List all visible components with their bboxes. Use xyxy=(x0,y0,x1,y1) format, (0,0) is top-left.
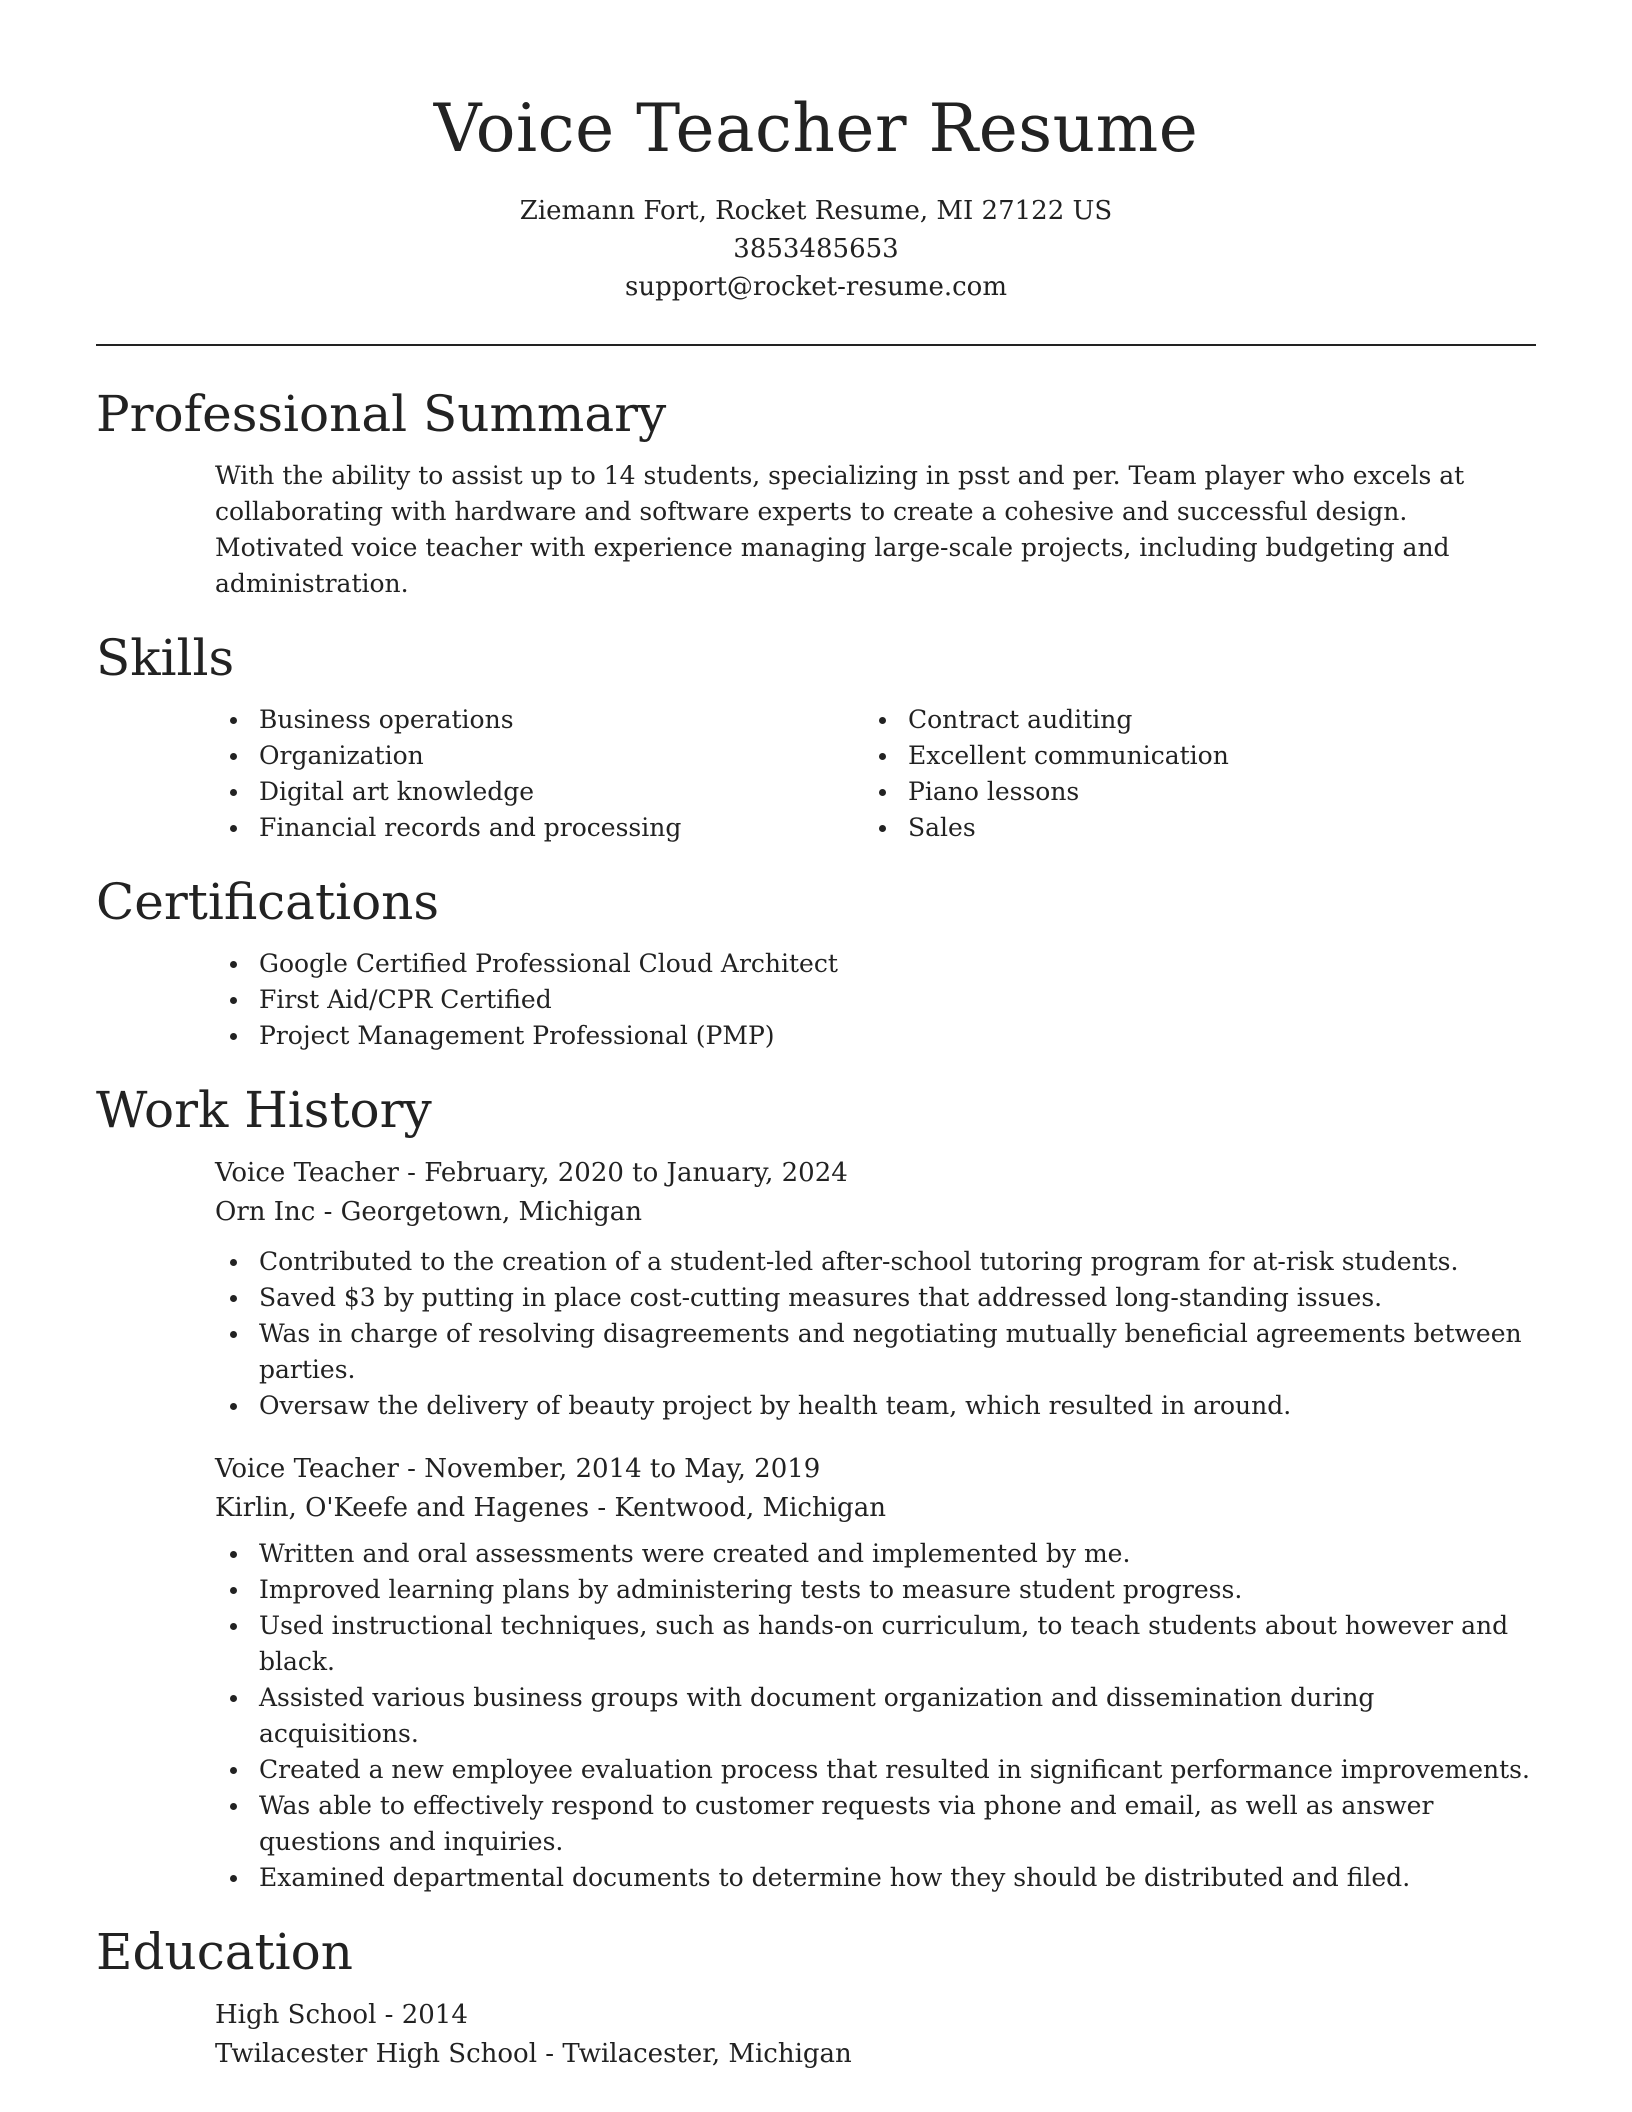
skill-item: Organization xyxy=(215,738,864,774)
education-section xyxy=(96,1922,1536,2074)
skill-item: Excellent communication xyxy=(864,738,1513,774)
skills-section xyxy=(96,628,1536,846)
job-bullet: Oversaw the delivery of beauty project by health team, which resulted in around. xyxy=(215,1388,1536,1424)
job-company-line: Kirlin, O'Keefe and Hagenes - Kentwood, Michigan xyxy=(215,1493,886,1523)
resume-header xyxy=(96,84,1536,306)
certifications-heading: Certifications xyxy=(96,873,440,931)
job-role-line: Voice Teacher - November, 2014 to May, 2019 xyxy=(215,1454,821,1484)
summary-heading: Professional Summary xyxy=(96,385,667,443)
job-entry xyxy=(215,1450,1536,1896)
skills-grid xyxy=(215,702,1536,846)
skills-heading: Skills xyxy=(96,629,235,687)
header-divider xyxy=(96,344,1536,346)
skill-item: Piano lessons xyxy=(864,774,1513,810)
certifications-section xyxy=(96,872,1536,1054)
job-bullet: Written and oral assessments were created and implemented by me. xyxy=(215,1536,1536,1572)
education-degree-line: High School - 2014 xyxy=(215,2000,468,2030)
job-bullet: Saved $3 by putting in place cost-cutting measures that addressed long-standing issues. xyxy=(215,1280,1536,1316)
job-role-line: Voice Teacher - February, 2020 to January, 2024 xyxy=(215,1158,848,1188)
job-bullet: Contributed to the creation of a student-led after-school tutoring program for at-risk students. xyxy=(215,1244,1536,1280)
contact-email: support@rocket-resume.com xyxy=(624,272,1007,302)
contact-block xyxy=(96,192,1536,306)
job-bullets xyxy=(215,1244,1536,1424)
skill-item: Sales xyxy=(864,810,1513,846)
job-bullet: Assisted various business groups with document organization and dissemination during acquisitions. xyxy=(215,1680,1536,1752)
education-heading: Education xyxy=(96,1923,353,1981)
skills-list-left xyxy=(215,702,864,846)
skill-item: Financial records and processing xyxy=(215,810,864,846)
job-bullet: Improved learning plans by administering tests to measure student progress. xyxy=(215,1572,1536,1608)
certification-item: Google Certified Professional Cloud Architect xyxy=(215,946,1536,982)
job-bullets xyxy=(215,1536,1536,1896)
job-entry xyxy=(215,1154,1536,1424)
skill-item: Business operations xyxy=(215,702,864,738)
contact-phone: 3853485653 xyxy=(733,234,899,264)
certifications-list xyxy=(215,946,1536,1054)
skill-item: Digital art knowledge xyxy=(215,774,864,810)
job-bullet: Created a new employee evaluation process that resulted in significant performance improvements. xyxy=(215,1752,1536,1788)
resume-title: Voice Teacher Resume xyxy=(433,90,1199,167)
contact-address: Ziemann Fort, Rocket Resume, MI 27122 US xyxy=(519,196,1113,226)
job-bullet: Was able to effectively respond to customer requests via phone and email, as well as answer questions and inquiries. xyxy=(215,1788,1536,1860)
certification-item: First Aid/CPR Certified xyxy=(215,982,1536,1018)
education-school-line: Twilacester High School - Twilacester, Michigan xyxy=(215,2039,852,2069)
job-bullet: Was in charge of resolving disagreements and negotiating mutually beneficial agreements between parties. xyxy=(215,1316,1536,1388)
certification-item: Project Management Professional (PMP) xyxy=(215,1018,1536,1054)
work-heading: Work History xyxy=(96,1081,432,1139)
work-section xyxy=(96,1080,1536,1896)
skill-item: Contract auditing xyxy=(864,702,1513,738)
job-company-line: Orn Inc - Georgetown, Michigan xyxy=(215,1197,642,1227)
job-bullet: Used instructional techniques, such as hands-on curriculum, to teach students about however and black. xyxy=(215,1608,1536,1680)
job-bullet: Examined departmental documents to determine how they should be distributed and filed. xyxy=(215,1860,1536,1896)
skills-list-right xyxy=(864,702,1513,846)
summary-text: With the ability to assist up to 14 students, specializing in psst and per. Team player who excels at collaborating with hardware and software experts to create a cohesive and successful design. Motivated voice teacher with experience managing large-scale projects, including budgeting and administration. xyxy=(215,461,1465,598)
summary-section xyxy=(96,384,1536,602)
